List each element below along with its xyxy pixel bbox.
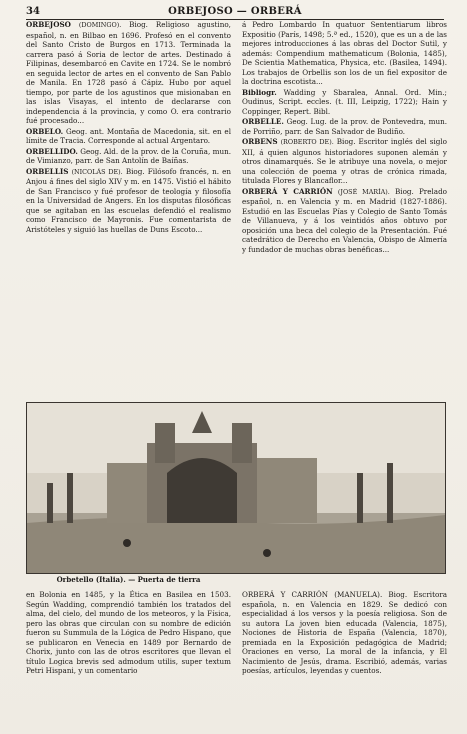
entry-bibliografia: Bibliogr. Wadding y Sbaralea, Annal. Ord. Min.; Oudinus, Script. eccles. (t. III, Leipzig, 1722); Hain y Coppinger, Repert. Bibl. — [242, 87, 447, 116]
page-number: 34 — [26, 6, 40, 17]
entry-orbellis: ORBELLIS (NICOLÁS DE). Biog. Filósofo francés, n. en Anjou á fines del siglo XIV y m. en 1475. Vistió el hábito de San Francisco y fué profesor de teología y filosofía en la Universidad de Angers. En los disputas filosóficas que se agitaban en las escuelas defendió el realismo como Francisco de Mayronis. Fue comentarista de Aristóteles y siguió las huellas de Duns Escoto... — [26, 166, 231, 234]
entry-orbera-carrion: ORBERÁ Y CARRIÓN (JOSÉ MARÍA). Biog. Prelado español, n. en Valencia y m. en Madrid (1827-1886). Estudió en las Escuelas Pías y Colegio de Santo Tomás de Villanueva, y á los veintidós años obtuvo por oposición una beca del colegio de la Presentación. Fué catedrático de Derecho en Valencia, Obispo de Almería y fundador de muchas obras benéficas... — [242, 186, 447, 254]
entry-orbejoso: ORBEJOSO (DOMINGO). Biog. Religioso agustino, español, n. en Bilbao en 1696. Profesó en el convento del Santo Cristo de Burgos en 1713. Terminada la carrera pasó á Soria de lector de artes. Destinado á Filipinas, desembarcó en Cavite en 1724. Se le nombró en seguida lector de artes en el convento de San Pablo de Manila. En 1728 pasó á Cápiz. Hubo por aquel tiempo, por parte de los agustinos que misionaban en las islas Visayas, el intento de declararse con independencia á la provincia, y como O. era contrario fué procesado... — [26, 20, 231, 125]
right-column — [242, 20, 447, 255]
left-column — [26, 20, 231, 235]
bottom-left-text: en Bolonia en 1485, y la Ética en Basilea en 1503. Según Wadding, comprendió también los tratados del alma, del cielo, del mundo de los meteoros, y la Física, pero las obras que circulan con su nombre de edición fueron su Summula de la Lógica de Pedro Hispano, que se publicaron en Venecia en 1489 por Bernardo de Chorix, junto con las de otros escritores que llevan el título Logica brevis sed admodum utilis, super textum Petri Hispani, y un comentario — [26, 590, 231, 675]
page-header — [26, 6, 444, 20]
entry-orbelo: ORBELO. Geog. ant. Montaña de Macedonia, sit. en el límite de Tracia. Corresponde al actual Argentaro. — [26, 126, 231, 145]
running-title: ORBEJOSO — ORBERÁ — [168, 6, 302, 17]
entry-orbellido: ORBELLIDO. Geog. Ald. de la prov. de la Coruña, mun. de Vimianzo, parr. de San Antolín de Baíñas. — [26, 146, 231, 165]
orbetello-gate-illustration — [26, 402, 446, 574]
entry-continuation: á Pedro Lombardo In quatuor Sententiarum libros Expositio (París, 1498; 5.ª ed., 1520), que es un a de las mejores introducciones á las obras del Doctor Sutil, y además: Compendium mathematicum (Bolonia, 1485), De Scientia Mathematica, Physica, etc. (Basilea, 1494). Los trabajos de Orbellis son los de un fiel expositor de la doctrina escotista... — [242, 20, 447, 86]
illustration-caption: Orbetello (Italia). — Puerta de tierra — [56, 575, 201, 584]
bottom-right-text: ORBERÁ Y CARRIÓN (MANUELA). Biog. Escritora española, n. en Valencia en 1829. Se dedicó con especialidad á los versos y la poesía religiosa. Son de su autora La joven bien educada (Valencia, 1875), Nociones de Historia de España (Valencia, 1870), premiada en la Exposición pedagógica de Madrid; Oraciones en verso, La moral de la infancia, y El Nacimiento de Jesús, drama. Escribió, además, varias poesías, artículos, leyendas y cuentos. — [242, 590, 447, 675]
gate-engraving — [27, 403, 445, 573]
entry-orbens: ORBENS (ROBERTO DE). Biog. Escritor inglés del siglo XII, á quien algunos historiadores suponen alemán y otros dinamarqués. Se le atribuye una novela, o mejor una colección de poema y otras de crónica rimada, titulada Flores y Blancaflor... — [242, 137, 447, 185]
entry-orbelle: ORBELLE. Geog. Lug. de la prov. de Pontevedra, mun. de Porriño, parr. de San Salvador de Budiño. — [242, 117, 447, 136]
